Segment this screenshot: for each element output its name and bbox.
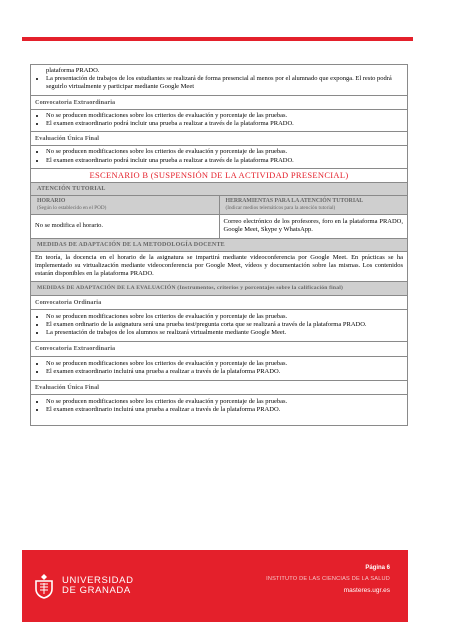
list-item: • No se producen modificaciones sobre los criterios de evaluación y porcentaje de las pruebas.	[46, 112, 407, 120]
conv-extraordinaria-a-section	[31, 96, 407, 110]
eval-unica-a-list	[31, 146, 407, 168]
top-red-bar	[22, 37, 413, 41]
site-link[interactable]: masteres.ugr.es	[343, 587, 390, 594]
conv-ordinaria-list	[31, 310, 407, 343]
eval-unica-b-section	[31, 381, 407, 395]
institute-name: INSTITUTO DE LAS CIENCIAS DE LA SALUD	[266, 576, 390, 582]
section-heading: Evaluación Única Final	[35, 135, 100, 143]
herramientas-subtitle: (Indicar medios telemáticos para la atención tutorial)	[225, 205, 336, 212]
page-number: Página 6	[365, 565, 390, 571]
tutorial-value-row	[31, 215, 407, 238]
horario-value: No se modifica el horario.	[31, 215, 220, 237]
herramientas-value: Correo electrónico de los profesores, foro en la plataforma PRADO, Google Meet, Skype y WhatsApp.	[223, 218, 403, 234]
atencion-tutorial-bar: ATENCIÓN TUTORIAL	[31, 183, 407, 196]
horario-subtitle: (Según lo establecido en el POD)	[37, 205, 107, 212]
horario-title: HORARIO	[37, 198, 66, 205]
eval-unica-a-section	[31, 132, 407, 146]
horario-header	[31, 196, 220, 214]
section-heading: Convocatoria Extraordinaria	[35, 345, 116, 353]
list-item: • El examen ordinario de la asignatura será una prueba test/pregunta corta que se realizará a través de la plataforma PRADO.	[46, 321, 407, 329]
herramientas-title: HERRAMIENTAS PARA LA ATENCIÓN TUTORIAL	[225, 198, 364, 205]
metodologia-text: En teoría, la docencia en el horario de la asignatura se impartirá mediante videoconferencia por Google Meet. En prácticas se ha implementado su virtualización mediante videoconferencia por Google Meet, vídeos y documentación sobre las mismas. Los contenidos estarán disponibles en la plataforma PRADO.	[31, 252, 407, 283]
university-name-line2: DE GRANADA	[62, 585, 131, 596]
section-heading: Evaluación Única Final	[35, 384, 100, 392]
footer	[22, 550, 408, 622]
list-item: • El examen extraordinario podrá incluir una prueba a realizar a través de la plataforma PRADO.	[46, 157, 407, 165]
list-item: • No se producen modificaciones sobre los criterios de evaluación y porcentaje de las pruebas.	[46, 148, 407, 156]
list-item: • No se producen modificaciones sobre los criterios de evaluación y porcentaje de las pruebas.	[46, 360, 407, 368]
list-item: plataforma PRADO.	[46, 67, 100, 74]
list-item: • La presentación de trabajos de los estudiantes se realizará de forma presencial al menos por el alumnado que exponga. El resto podrá seguirlo virtualmente y participar mediante Google Meet	[46, 75, 407, 91]
conv-extraordinaria-a-list	[31, 110, 407, 132]
guide-table	[30, 64, 408, 426]
conv-extraordinaria-b-section	[31, 342, 407, 356]
conv-extraordinaria-b-list	[31, 357, 407, 381]
tutorial-header-row	[31, 196, 407, 215]
conv-ordinaria-section	[31, 296, 407, 310]
evaluacion-bar: MEDIDAS DE ADAPTACIÓN DE LA EVALUACIÓN (Instrumentos, criterios y porcentajes sobre la calificación final)	[31, 282, 407, 295]
eval-unica-b-list	[31, 395, 407, 425]
university-crest-icon	[32, 572, 56, 600]
metodologia-bar: MEDIDAS DE ADAPTACIÓN DE LA METODOLOGÍA DOCENTE	[31, 239, 407, 252]
university-name-line1: UNIVERSIDAD	[62, 575, 134, 586]
section-heading: Convocatoria Extraordinaria	[35, 98, 116, 106]
list-item: • El examen extraordinario incluirá una prueba a realizar a través de la plataforma PRADO.	[46, 406, 407, 414]
list-item: • No se producen modificaciones sobre los criterios de evaluación y porcentaje de las pruebas.	[46, 313, 407, 321]
list-item: • No se producen modificaciones sobre los criterios de evaluación y porcentaje de las pruebas.	[46, 398, 407, 406]
university-name	[62, 576, 134, 596]
list-item: • El examen extraordinario incluirá una prueba a realizar a través de la plataforma PRADO.	[46, 368, 407, 376]
section-heading: Convocatoria Ordinaria	[35, 298, 102, 306]
scenario-title: ESCENARIO B (SUSPENSIÓN DE LA ACTIVIDAD PRESENCIAL)	[31, 169, 407, 183]
continued-list-section	[31, 65, 407, 96]
herramientas-header	[220, 196, 408, 214]
list-item: • El examen extraordinario podrá incluir una prueba a realizar a través de la plataforma PRADO.	[46, 120, 407, 128]
list-item: • La presentación de trabajos de los alumnos se realizará virtualmente mediante Google Meet.	[46, 329, 407, 337]
